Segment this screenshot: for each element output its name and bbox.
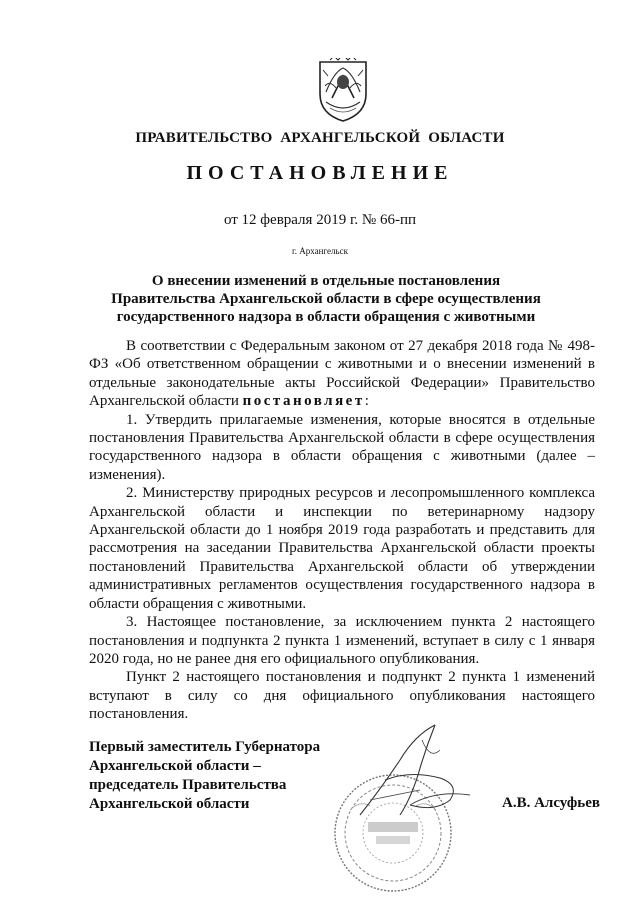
signer-name: А.В. Алсуфьев: [502, 795, 600, 811]
preamble-paragraph: [89, 337, 595, 411]
preamble-text: В соответствии с Федеральным законом от 27 декабря 2018 года № 498-ФЗ «Об ответственном обращении с животными и о внесении изменений в отдельные законодательные акты Российской Федерации» Правительство Архангельской области: [89, 338, 595, 410]
subject-line-3: государственного надзора в области обращения с животными: [116, 309, 536, 325]
signer-title-line-4: Архангельской области: [89, 796, 250, 812]
preamble-colon: :: [364, 393, 369, 410]
document-type-title: ПОСТАНОВЛЕНИЕ: [186, 162, 454, 184]
subject-line-2: Правительства Архангельской области в сфере осуществления: [111, 291, 541, 307]
signer-title-block: [89, 738, 320, 814]
item-3-paragraph: 3. Настоящее постановление, за исключением пункта 2 настоящего постановления и подпункта 2 пункта 1 изменений, вступает в силу с 1 января 2020 года, но не ранее дня его официального опубликования.: [89, 614, 595, 667]
decree-word: постановляет: [242, 393, 365, 410]
item-1-paragraph: 1. Утвердить прилагаемые изменения, которые вносятся в отдельные постановления Правительства Архангельской области в сфере осуществления государственного надзора в области обращения с животными (далее – изменения).: [89, 411, 595, 483]
item-4-paragraph: Пункт 2 настоящего постановления и подпункт 2 пункта 1 изменений вступают в силу со дня официального опубликования настоящего постановления.: [89, 669, 595, 723]
document-subject: [110, 272, 542, 326]
item-2-paragraph: 2. Министерству природных ресурсов и лесопромышленного комплекса Архангельской области и инспекции по ветеринарному надзору Архангельской области до 1 ноября 2019 года разработать и представить для рассмотрения на заседании Правительства Архангельской области проекты постановлений Правительства Архангельской области об утверждении административных регламентов осуществления государственного надзора в области обращения с животными.: [89, 485, 595, 612]
signer-title-line-3: председатель Правительства: [89, 777, 287, 793]
handwritten-signature: [340, 720, 490, 830]
government-name: ПРАВИТЕЛЬСТВО АРХАНГЕЛЬСКОЙ ОБЛАСТИ: [135, 130, 505, 146]
document-body: [89, 337, 595, 724]
issue-city: г. Архангельск: [292, 246, 348, 256]
coat-of-arms-emblem: [316, 58, 370, 124]
signer-title-line-2: Архангельской области –: [89, 758, 261, 774]
subject-line-1: О внесении изменений в отдельные постановления: [151, 273, 501, 289]
signer-title-line-1: Первый заместитель Губернатора: [89, 739, 321, 755]
document-date-number: от 12 февраля 2019 г. № 66-пп: [223, 212, 417, 228]
